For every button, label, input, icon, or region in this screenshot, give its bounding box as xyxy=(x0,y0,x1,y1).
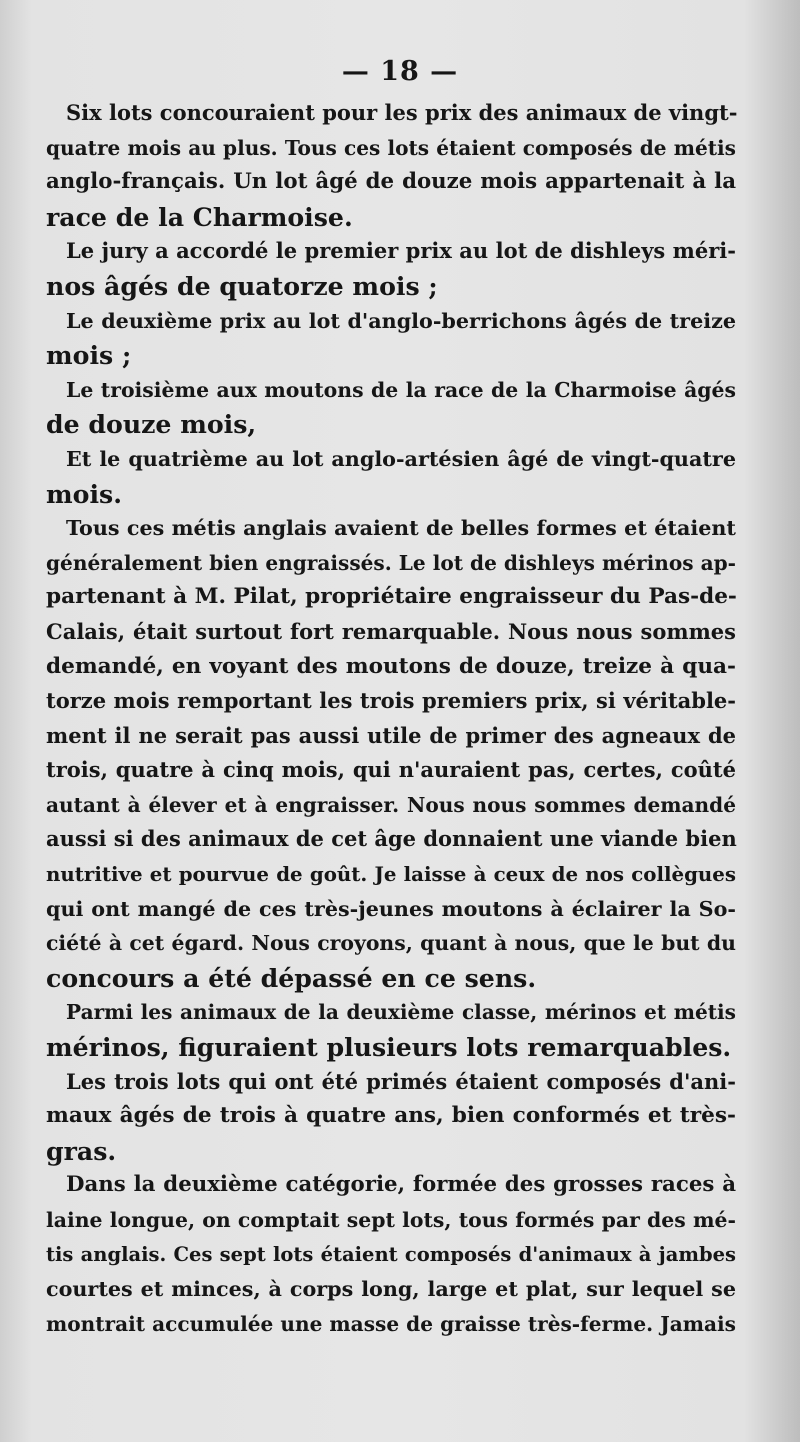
text-line: Calais, était surtout fort remarquable. Nous nous sommes xyxy=(46,618,736,644)
text-line: maux âgés de trois à quatre ans, bien conformés et très- xyxy=(46,1103,736,1129)
body-text xyxy=(46,96,736,1341)
text-line: quatre mois au plus. Tous ces lots étaient composés de métis xyxy=(46,135,736,160)
text-line: trois, quatre à cinq mois, qui n'auraient pas, certes, coûté xyxy=(46,757,736,783)
text-line: Le deuxième prix au lot d'anglo-berrichons âgés de treize xyxy=(66,308,736,333)
text-line: Dans la deuxième catégorie, formée des grosses races à xyxy=(66,1172,736,1198)
text-line: Tous ces métis anglais avaient de belles formes et étaient xyxy=(66,516,736,541)
text-line: mérinos, figuraient plusieurs lots remarquables. xyxy=(46,1032,732,1063)
page-number: — 18 — xyxy=(341,56,459,87)
text-line: montrait accumulée une masse de graisse très-ferme. Jamais xyxy=(46,1311,736,1336)
text-line: partenant à M. Pilat, propriétaire engraisseur du Pas-de- xyxy=(46,584,737,610)
text-line: concours a été dépassé en ce sens. xyxy=(46,962,537,993)
text-line: qui ont mangé de ces très-jeunes moutons à éclairer la So- xyxy=(46,896,736,921)
text-line: Le troisième aux moutons de la race de la Charmoise âgés xyxy=(66,377,736,402)
text-line: mois. xyxy=(46,478,122,509)
text-line: laine longue, on comptait sept lots, tous formés par des mé- xyxy=(46,1208,736,1232)
text-line: Et le quatrième au lot anglo-artésien âgé de vingt-quatre xyxy=(66,446,736,471)
text-line: gras. xyxy=(46,1135,117,1166)
text-line: ment il ne serait pas aussi utile de primer des agneaux de xyxy=(46,722,736,748)
text-line: anglo-français. Un lot âgé de douze mois appartenait à la xyxy=(46,169,736,195)
text-line: ciété à cet égard. Nous croyons, quant à nous, que le but du xyxy=(46,931,736,956)
text-line: aussi si des animaux de cet âge donnaient une viande bien xyxy=(46,826,737,852)
text-line: race de la Charmoise. xyxy=(46,201,353,232)
text-line: tis anglais. Ces sept lots étaient composés d'animaux à jambes xyxy=(46,1242,736,1266)
text-line: Les trois lots qui ont été primés étaient composés d'ani- xyxy=(66,1068,736,1094)
text-line: nos âgés de quatorze mois ; xyxy=(46,270,438,301)
text-line: généralement bien engraissés. Le lot de dishleys mérinos ap- xyxy=(46,550,736,575)
text-line: mois ; xyxy=(46,340,132,371)
text-line: Six lots concouraient pour les prix des animaux de vingt- xyxy=(66,100,738,125)
text-line: nutritive et pourvue de goût. Je laisse à ceux de nos collègues xyxy=(46,862,736,887)
text-line: courtes et minces, à corps long, large et plat, sur lequel se xyxy=(46,1277,736,1302)
text-line: autant à élever et à engraisser. Nous nous sommes demandé xyxy=(46,792,736,817)
text-line: demandé, en voyant des moutons de douze, treize à qua- xyxy=(46,653,736,679)
text-line: torze mois remportant les trois premiers prix, si véritable- xyxy=(46,688,736,714)
text-line: Le jury a accordé le premier prix au lot de dishleys méri- xyxy=(66,238,736,264)
text-line: de douze mois, xyxy=(46,409,257,440)
text-line: Parmi les animaux de la deuxième classe, mérinos et métis xyxy=(66,1000,736,1025)
